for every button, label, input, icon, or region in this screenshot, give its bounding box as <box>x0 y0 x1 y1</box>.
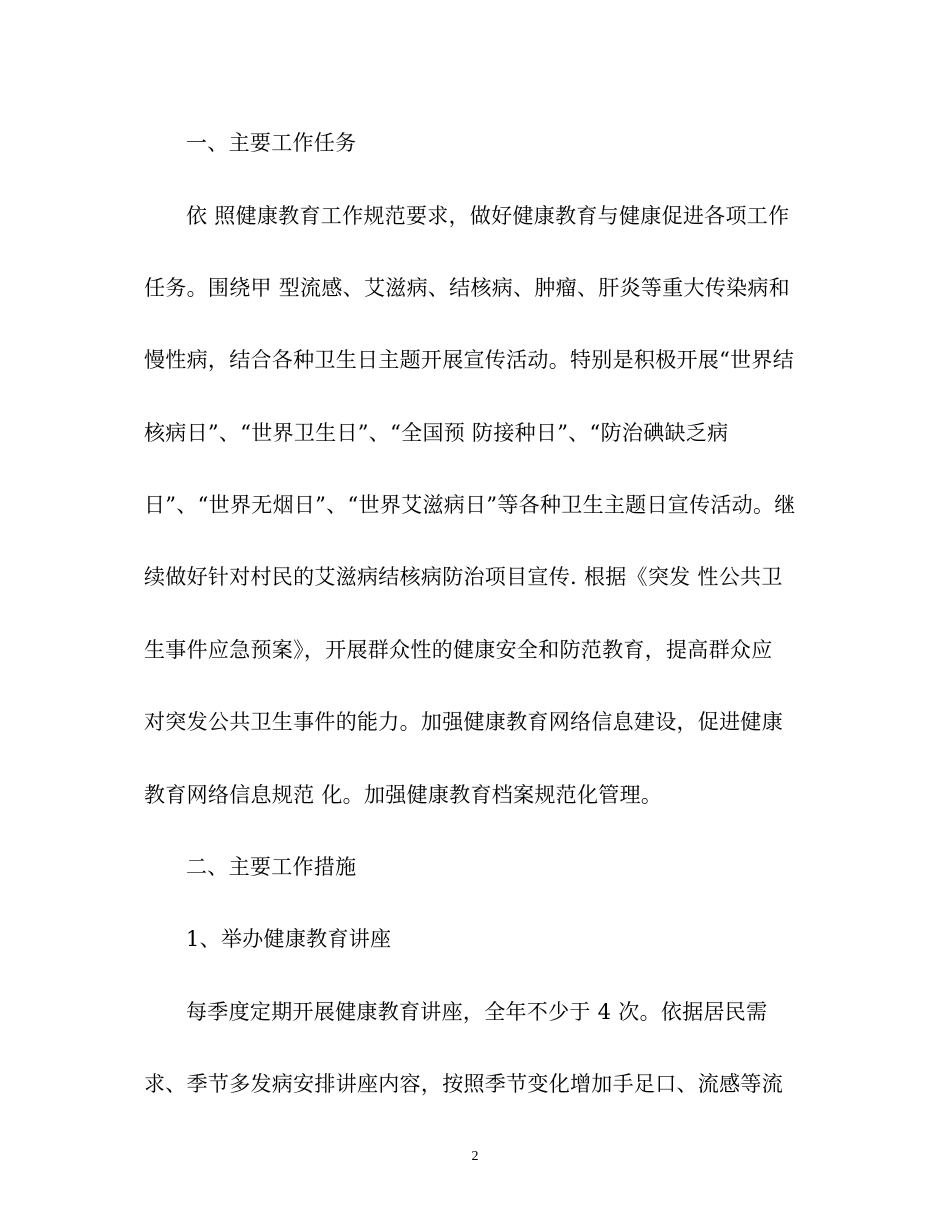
paragraph-line: 每季度定期开展健康教育讲座，全年不少于 4 次。依据居民需 <box>186 1000 768 1024</box>
page-number: 2 <box>471 1149 479 1164</box>
section-heading-main-measures: 二、主要工作措施 <box>186 855 357 879</box>
paragraph-line: 任务。围绕甲 型流感、艾滋病、结核病、肿瘤、肝炎等重大传染病和 <box>144 276 790 300</box>
paragraph-line: 对突发公共卫生事件的能力。加强健康教育网络信息建设，促进健康 <box>144 710 783 734</box>
paragraph-line: 生事件应急预案》，开展群众性的健康安全和防范教育，提高群众应 <box>144 638 773 662</box>
paragraph-line: 慢性病，结合各种卫生日主题开展宣传活动。特别是积极开展“世界结 <box>144 348 795 372</box>
paragraph-line: 求、季节多发病安排讲座内容，按照季节变化增加手足口、流感等流 <box>144 1072 783 1096</box>
paragraph-line: 核病日”、“世界卫生日”、“全国预 防接种日”、“防治碘缺乏病 <box>144 421 729 445</box>
paragraph-line: 日”、“世界无烟日”、“世界艾滋病日”等各种卫生主题日宣传活动。继 <box>144 493 796 517</box>
paragraph-line: 教育网络信息规范 化。加强健康教育档案规范化管理。 <box>144 783 663 807</box>
section-heading-main-tasks: 一、主要工作任务 <box>186 131 357 155</box>
paragraph-line: 续做好针对村民的艾滋病结核病防治项目宣传. 根据《突发 性公共卫 <box>144 565 783 589</box>
paragraph-line: 依 照健康教育工作规范要求，做好健康教育与健康促进各项工作 <box>186 204 790 228</box>
subsection-heading-lectures: 1、举办健康教育讲座 <box>186 927 392 951</box>
